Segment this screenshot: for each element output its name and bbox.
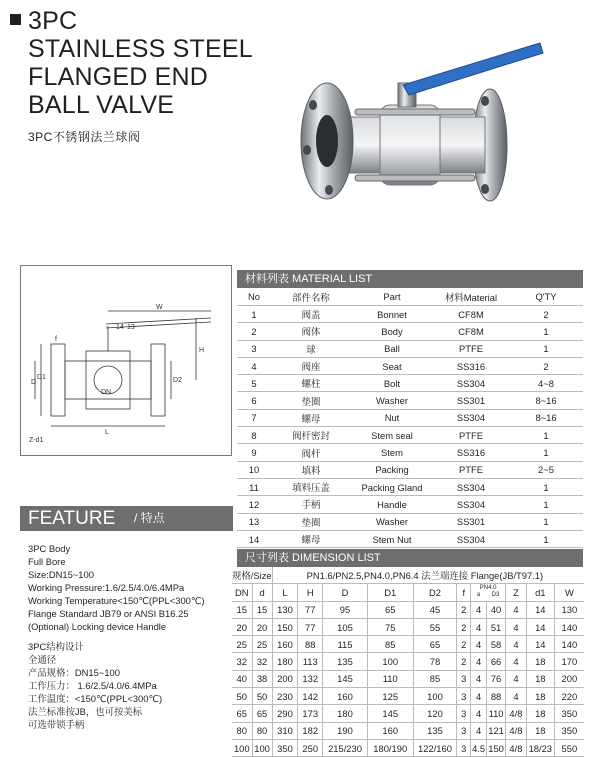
table-row — [232, 670, 584, 687]
drawing-label-l: L — [105, 429, 109, 436]
table-cell: 4 — [471, 618, 487, 635]
pn40-label: PN4.0 — [479, 585, 497, 592]
table-cell: 14 — [526, 636, 554, 653]
table-cell: 150 — [487, 739, 506, 756]
table-cell: SS304 — [433, 375, 509, 392]
table-row — [237, 340, 583, 357]
table-cell: 140 — [554, 618, 584, 635]
table-cell: Packing Gland — [351, 478, 433, 495]
spec-label: 规格/Size — [232, 567, 272, 584]
table-cell: Body — [351, 323, 433, 340]
table-cell: 14 — [526, 618, 554, 635]
feature-cn-line: 产品规格：DN15~100 — [28, 667, 120, 678]
drawing-label-14: 14 — [116, 324, 124, 331]
table-cell: 18 — [526, 653, 554, 670]
table-cell: 8 — [237, 427, 271, 444]
feature-cn-line: 可选带锁手柄 — [28, 719, 85, 730]
table-cell: 200 — [272, 670, 298, 687]
table-cell: 65 — [252, 705, 272, 722]
table-row — [237, 375, 583, 392]
feature-cn-line: 3PC结构设计 — [28, 641, 84, 652]
table-cell: 350 — [272, 739, 298, 756]
table-cell: 4 — [471, 670, 487, 687]
drawing-label-d1: D1 — [37, 374, 46, 381]
column-header: Z — [506, 584, 527, 601]
table-cell: 55 — [413, 618, 457, 635]
table-cell: 40 — [487, 601, 506, 618]
feature-en-line: 3PC Body — [28, 543, 71, 554]
table-cell: 32 — [232, 653, 252, 670]
table-cell: 3 — [457, 688, 471, 705]
drawing-label-z: Z-d1 — [29, 437, 44, 444]
column-header: W — [554, 584, 584, 601]
table-cell: 4 — [506, 688, 527, 705]
table-cell: 13 — [237, 513, 271, 530]
table-cell: PTFE — [433, 427, 509, 444]
table-cell: Stem — [351, 444, 433, 461]
table-cell: 350 — [554, 722, 584, 739]
table-cell: CF8M — [433, 306, 509, 323]
table-cell: 8~16 — [509, 409, 583, 426]
table-cell: Washer — [351, 513, 433, 530]
column-header: f — [457, 584, 471, 601]
table-cell: 螺母 — [271, 530, 351, 547]
column-header: D2 — [413, 584, 457, 601]
table-cell: 80 — [252, 722, 272, 739]
table-cell: 4~8 — [509, 375, 583, 392]
table-cell: 2 — [457, 601, 471, 618]
table-row — [237, 357, 583, 374]
table-row — [237, 478, 583, 495]
table-row — [237, 461, 583, 478]
table-cell: Seat — [351, 357, 433, 374]
column-header: D — [323, 584, 368, 601]
table-cell: 180 — [272, 653, 298, 670]
product-photo — [285, 35, 585, 235]
table-cell: 4 — [471, 636, 487, 653]
table-cell: 215/230 — [323, 739, 368, 756]
table-cell: 6 — [237, 392, 271, 409]
flange-note: PN1.6/PN2.5,PN4.0,PN6.4 法兰端连接 Flange(JB/T97.1) — [272, 567, 584, 584]
drawing-label-dn: DN — [101, 389, 112, 396]
table-cell: 阀盖 — [271, 306, 351, 323]
table-cell: 3 — [237, 340, 271, 357]
table-cell: 160 — [323, 688, 368, 705]
table-cell: 65 — [232, 705, 252, 722]
table-cell: 螺母 — [271, 409, 351, 426]
table-cell: 12 — [237, 496, 271, 513]
table-cell: 77 — [298, 601, 323, 618]
table-cell: 4 — [506, 618, 527, 635]
sub-d3-label: D3 — [491, 592, 500, 599]
table-cell: SS316 — [433, 444, 509, 461]
table-cell: Ball — [351, 340, 433, 357]
column-header: 材料Material — [433, 288, 509, 306]
table-cell: 110 — [367, 670, 413, 687]
table-cell: 142 — [298, 688, 323, 705]
table-cell: 球 — [271, 340, 351, 357]
table-cell: 垫圈 — [271, 392, 351, 409]
table-cell: 105 — [323, 618, 368, 635]
table-cell: 310 — [272, 722, 298, 739]
table-cell: 135 — [413, 722, 457, 739]
table-cell: 65 — [367, 601, 413, 618]
table-cell: 3 — [457, 739, 471, 756]
table-cell: 2 — [457, 636, 471, 653]
pn40-header — [471, 584, 506, 601]
table-cell: 填料 — [271, 461, 351, 478]
table-cell: 20 — [252, 618, 272, 635]
table-cell: 9 — [237, 444, 271, 461]
dimension-table — [232, 567, 584, 757]
table-cell: 18 — [526, 688, 554, 705]
table-cell: 1 — [509, 340, 583, 357]
table-cell: 18 — [526, 705, 554, 722]
table-cell: 125 — [367, 688, 413, 705]
table-cell: 1 — [509, 513, 583, 530]
table-cell: 38 — [252, 670, 272, 687]
table-cell: 173 — [298, 705, 323, 722]
table-cell: 120 — [413, 705, 457, 722]
table-cell: 100 — [413, 688, 457, 705]
table-row — [237, 323, 583, 340]
table-cell: Handle — [351, 496, 433, 513]
table-cell: Bonnet — [351, 306, 433, 323]
title-bullet — [10, 14, 21, 25]
table-cell: 95 — [323, 601, 368, 618]
table-cell: 阀杆 — [271, 444, 351, 461]
table-cell: SS304 — [433, 496, 509, 513]
table-cell: 1 — [509, 444, 583, 461]
table-cell: 1 — [509, 323, 583, 340]
table-cell: 18 — [526, 722, 554, 739]
table-cell: 145 — [367, 705, 413, 722]
table-cell: 1 — [237, 306, 271, 323]
table-cell: 132 — [298, 670, 323, 687]
material-table — [237, 288, 583, 548]
drawing-label-d: D — [31, 379, 37, 386]
table-cell: 180/190 — [367, 739, 413, 756]
column-header: d — [252, 584, 272, 601]
table-cell: 螺柱 — [271, 375, 351, 392]
table-cell: 122/160 — [413, 739, 457, 756]
table-row — [237, 530, 583, 547]
table-cell: 85 — [367, 636, 413, 653]
column-header: Q'TY — [509, 288, 583, 306]
title-line-2: STAINLESS STEEL — [28, 35, 253, 63]
table-cell: 110 — [487, 705, 506, 722]
table-cell: 50 — [252, 688, 272, 705]
table-cell: SS301 — [433, 513, 509, 530]
table-cell: 140 — [554, 636, 584, 653]
table-cell: 4 — [506, 636, 527, 653]
feature-en-line: Size:DN15~100 — [28, 569, 94, 580]
title-line-1: 3PC — [28, 7, 78, 35]
table-spec-row — [232, 567, 584, 584]
table-cell: 78 — [413, 653, 457, 670]
table-cell: 2~5 — [509, 461, 583, 478]
table-cell: 18/23 — [526, 739, 554, 756]
table-cell: 230 — [272, 688, 298, 705]
table-cell: PTFE — [433, 461, 509, 478]
table-cell: 85 — [413, 670, 457, 687]
table-cell: 4 — [237, 357, 271, 374]
table-cell: 100 — [232, 739, 252, 756]
table-cell: 65 — [413, 636, 457, 653]
table-cell: 88 — [487, 688, 506, 705]
table-row — [237, 496, 583, 513]
feature-cn-line: 工作压力： 1.6/2.5/4.0/6.4MPa — [28, 680, 157, 691]
table-cell: 4 — [506, 653, 527, 670]
table-cell: 66 — [487, 653, 506, 670]
table-cell: 190 — [323, 722, 368, 739]
table-cell: 3 — [457, 670, 471, 687]
table-row — [237, 409, 583, 426]
table-cell: Stem seal — [351, 427, 433, 444]
table-row — [237, 306, 583, 323]
table-cell: 160 — [272, 636, 298, 653]
table-cell: 5 — [237, 375, 271, 392]
table-cell: 1 — [509, 530, 583, 547]
table-cell: 填料压盖 — [271, 478, 351, 495]
table-cell: 550 — [554, 739, 584, 756]
column-header: No — [237, 288, 271, 306]
table-cell: 121 — [487, 722, 506, 739]
feature-cn-label: / 特点 — [134, 511, 165, 525]
table-cell: 88 — [298, 636, 323, 653]
table-cell: 2 — [457, 653, 471, 670]
feature-en-line: (Optional) Locking device Handle — [28, 621, 167, 632]
technical-drawing — [20, 265, 232, 456]
table-cell: 4 — [471, 722, 487, 739]
table-row — [232, 653, 584, 670]
feature-cn-line: 法兰标准按JB，也可按美标 — [28, 706, 143, 717]
table-cell: 14 — [526, 601, 554, 618]
table-cell: 7 — [237, 409, 271, 426]
table-cell: 11 — [237, 478, 271, 495]
column-header: Part — [351, 288, 433, 306]
table-cell: Packing — [351, 461, 433, 478]
table-row — [232, 705, 584, 722]
table-cell: Washer — [351, 392, 433, 409]
table-cell: 170 — [554, 653, 584, 670]
table-cell: 250 — [298, 739, 323, 756]
table-cell: SS304 — [433, 409, 509, 426]
table-cell: 200 — [554, 670, 584, 687]
table-row — [237, 392, 583, 409]
table-cell: 220 — [554, 688, 584, 705]
table-cell: 100 — [367, 653, 413, 670]
title-line-4: BALL VALVE — [28, 91, 175, 119]
table-cell: 1 — [509, 427, 583, 444]
material-list-header: 材料列表 MATERIAL LIST — [237, 270, 583, 288]
table-row — [237, 513, 583, 530]
table-cell: 4/8 — [506, 722, 527, 739]
table-cell: 4 — [506, 601, 527, 618]
table-cell: 20 — [232, 618, 252, 635]
table-cell: CF8M — [433, 323, 509, 340]
feature-cn-line: 工作温度：<150℃(PPL<300℃) — [28, 693, 163, 704]
table-cell: 15 — [232, 601, 252, 618]
table-cell: 8~16 — [509, 392, 583, 409]
table-row — [232, 688, 584, 705]
table-cell: 160 — [367, 722, 413, 739]
table-cell: 40 — [232, 670, 252, 687]
table-cell: 130 — [554, 601, 584, 618]
table-cell: SS316 — [433, 357, 509, 374]
drawing-label-h: H — [199, 347, 205, 354]
table-row — [232, 722, 584, 739]
table-cell: 15 — [252, 601, 272, 618]
sub-a-label: a — [476, 592, 481, 599]
table-cell: 32 — [252, 653, 272, 670]
drawing-label-w: W — [156, 304, 163, 311]
table-cell: 3 — [457, 705, 471, 722]
table-cell: 阀杆密封 — [271, 427, 351, 444]
table-cell: 180 — [323, 705, 368, 722]
table-cell: 阀座 — [271, 357, 351, 374]
table-row — [232, 601, 584, 618]
title-line-3: FLANGED END — [28, 63, 209, 91]
table-cell: 14 — [237, 530, 271, 547]
table-cell: SS304 — [433, 530, 509, 547]
table-cell: 手柄 — [271, 496, 351, 513]
feature-en-line: Full Bore — [28, 556, 66, 567]
table-cell: 58 — [487, 636, 506, 653]
table-row — [232, 636, 584, 653]
table-row — [237, 427, 583, 444]
table-cell: 垫圈 — [271, 513, 351, 530]
drawing-label-d2: D2 — [173, 377, 182, 384]
table-cell: 77 — [298, 618, 323, 635]
feature-cn-line: 全通径 — [28, 654, 57, 665]
drawing-label-f: f — [55, 336, 57, 343]
table-cell: Stem Nut — [351, 530, 433, 547]
column-header: D1 — [367, 584, 413, 601]
table-cell: 2 — [509, 357, 583, 374]
table-row — [232, 739, 584, 756]
dimension-list-header: 尺寸列表 DIMENSION LIST — [237, 549, 583, 567]
table-cell: 50 — [232, 688, 252, 705]
table-cell: 阀体 — [271, 323, 351, 340]
column-header: 部件名称 — [271, 288, 351, 306]
table-cell: PTFE — [433, 340, 509, 357]
table-cell: 135 — [323, 653, 368, 670]
feature-label: FEATURE — [28, 508, 116, 529]
table-row — [237, 444, 583, 461]
table-cell: 51 — [487, 618, 506, 635]
table-cell: 150 — [272, 618, 298, 635]
feature-en-line: Working Temperature<150℃(PPL<300℃) — [28, 595, 205, 606]
column-header: L — [272, 584, 298, 601]
table-cell: 3 — [457, 722, 471, 739]
table-cell: 4 — [506, 670, 527, 687]
table-cell: 4 — [471, 688, 487, 705]
column-header: H — [298, 584, 323, 601]
table-cell: SS301 — [433, 392, 509, 409]
table-cell: 350 — [554, 705, 584, 722]
drawing-label-13: 13 — [127, 324, 135, 331]
table-cell: 45 — [413, 601, 457, 618]
table-cell: 4/8 — [506, 705, 527, 722]
table-cell: 1 — [509, 478, 583, 495]
table-header-row — [237, 288, 583, 306]
table-cell: 25 — [232, 636, 252, 653]
subtitle: 3PC不锈钢法兰球阀 — [28, 130, 141, 144]
table-cell: 80 — [232, 722, 252, 739]
table-cell: 4 — [471, 601, 487, 618]
table-cell: 76 — [487, 670, 506, 687]
column-header: d1 — [526, 584, 554, 601]
table-cell: 100 — [252, 739, 272, 756]
table-cell: 4 — [471, 653, 487, 670]
table-cell: 75 — [367, 618, 413, 635]
table-cell: 113 — [298, 653, 323, 670]
feature-en-line: Working Pressure:1.6/2.5/4.0/6.4MPa — [28, 582, 185, 593]
table-cell: Nut — [351, 409, 433, 426]
table-cell: 1 — [509, 496, 583, 513]
table-cell: 290 — [272, 705, 298, 722]
table-cell: 130 — [272, 601, 298, 618]
table-cell: 115 — [323, 636, 368, 653]
table-cell: Bolt — [351, 375, 433, 392]
table-cell: 18 — [526, 670, 554, 687]
table-cell: 10 — [237, 461, 271, 478]
table-cell: 145 — [323, 670, 368, 687]
feature-en-line: Flange Standard JB79 or ANSI B16.25 — [28, 608, 189, 619]
table-cell: 4.5 — [471, 739, 487, 756]
table-cell: 25 — [252, 636, 272, 653]
table-cell: 2 — [457, 618, 471, 635]
table-cell: 4 — [471, 705, 487, 722]
table-cell: SS304 — [433, 478, 509, 495]
table-cell: 2 — [509, 306, 583, 323]
table-row — [232, 618, 584, 635]
table-cell: 182 — [298, 722, 323, 739]
table-cell: 2 — [237, 323, 271, 340]
table-cell: 4/8 — [506, 739, 527, 756]
column-header: DN — [232, 584, 252, 601]
table-header-row — [232, 584, 584, 601]
